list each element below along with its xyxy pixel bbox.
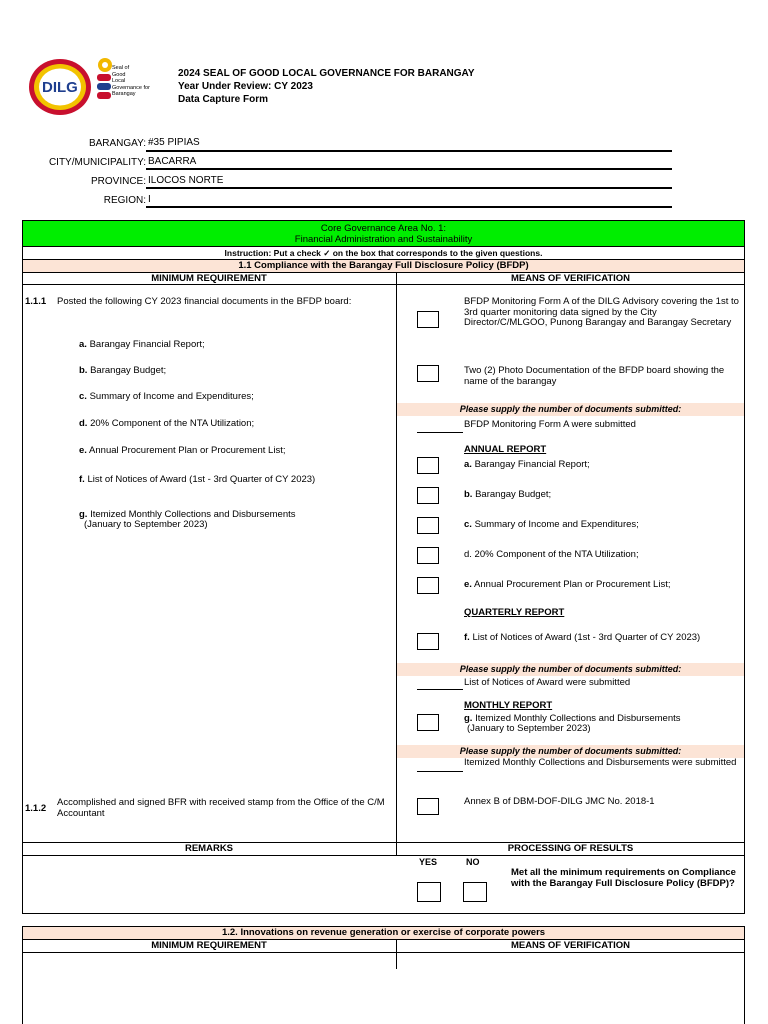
right-item-g-period: (January to September 2023) — [467, 723, 591, 734]
item-1-1-2-number: 1.1.2 — [25, 803, 47, 814]
section-1-2-col-min-req: MINIMUM REQUIREMENT — [151, 940, 267, 951]
year-under-review: Year Under Review: CY 2023 — [178, 81, 313, 92]
form-a-count-blank[interactable] — [417, 432, 463, 433]
mov-photo-text: Two (2) Photo Documentation of the BFDP board showing the name of the barangay — [464, 365, 725, 387]
item-1-1-2-text: Accomplished and signed BFR with received stamp from the Office of the C/M Accountant — [57, 797, 385, 819]
annual-d-checkbox[interactable] — [417, 547, 439, 564]
form-name: Data Capture Form — [178, 94, 269, 105]
monthly-report-heading: MONTHLY REPORT — [464, 700, 553, 711]
remarks-header: REMARKS — [184, 843, 234, 854]
sglg-logo-line: Good — [112, 71, 126, 78]
quarterly-f-checkbox[interactable] — [417, 633, 439, 650]
noa-submitted-label: List of Notices of Award were submitted — [464, 677, 631, 688]
right-item-c: c. Summary of Income and Expenditures; — [464, 519, 639, 530]
mov-form-a-text: BFDP Monitoring Form A of the DILG Advisory covering the 1st to 3rd quarter monitoring data signed by the City Director/C/MLGOO, Punong Barangay and Barangay Secretary — [464, 296, 739, 328]
right-item-e: e. Annual Procurement Plan or Procurement List; — [464, 579, 671, 590]
province-underline — [146, 187, 672, 189]
supply-note-1: Please supply the number of documents submitted: — [459, 404, 682, 414]
annex-b-text: Annex B of DBM-DOF-DILG JMC No. 2018-1 — [464, 796, 655, 807]
province-field[interactable]: ILOCOS NORTE — [148, 175, 224, 186]
noa-count-blank[interactable] — [417, 689, 463, 690]
barangay-field[interactable]: #35 PIPIAS — [148, 137, 200, 148]
annex-b-checkbox[interactable] — [417, 798, 439, 815]
col-header-min-req: MINIMUM REQUIREMENT — [151, 273, 267, 284]
item-1-1-1-number: 1.1.1 — [25, 296, 47, 307]
left-item-e: e. Annual Procurement Plan or Procurement List; — [79, 445, 286, 456]
left-item-b: b. Barangay Budget; — [79, 365, 167, 376]
annual-report-heading: ANNUAL REPORT — [464, 444, 547, 455]
quarterly-report-heading: QUARTERLY REPORT — [464, 607, 565, 618]
processing-header: PROCESSING OF RESULTS — [507, 843, 634, 854]
form-title: 2024 SEAL OF GOOD LOCAL GOVERNANCE FOR BARANGAY — [178, 68, 475, 79]
right-item-b: b. Barangay Budget; — [464, 489, 552, 500]
left-item-f: f. List of Notices of Award (1st - 3rd Quarter of CY 2023) — [79, 474, 316, 485]
left-item-a: a. Barangay Financial Report; — [79, 339, 205, 350]
left-item-g: g. Itemized Monthly Collections and Disbursements — [79, 509, 296, 520]
province-label: PROVINCE: — [90, 176, 146, 187]
barangay-label: BARANGAY: — [88, 138, 146, 149]
city-field[interactable]: BACARRA — [148, 156, 197, 167]
city-underline — [146, 168, 672, 170]
dilg-logo — [28, 58, 92, 116]
right-item-f: f. List of Notices of Award (1st - 3rd Quarter of CY 2023) — [464, 632, 701, 643]
imcd-count-blank[interactable] — [417, 771, 463, 772]
section-1-1-title: 1.1 Compliance with the Barangay Full Disclosure Policy (BFDP) — [23, 260, 744, 272]
region-label: REGION: — [103, 195, 146, 206]
section-1-2-title: 1.2. Innovations on revenue generation or exercise of corporate powers — [23, 927, 744, 939]
core-area-banner — [23, 221, 744, 246]
imcd-submitted-label: Itemized Monthly Collections and Disbursements were submitted — [464, 757, 737, 768]
supply-note-2: Please supply the number of documents submitted: — [459, 664, 682, 674]
right-item-g: g. Itemized Monthly Collections and Disbursements — [464, 713, 681, 724]
sglg-logo-line: Seal of — [112, 65, 130, 71]
annual-e-checkbox[interactable] — [417, 577, 439, 594]
region-field[interactable]: I — [148, 194, 151, 205]
item-1-1-1-text: Posted the following CY 2023 financial documents in the BFDP board: — [57, 296, 352, 307]
sglg-logo-line: Local — [112, 78, 126, 85]
form-a-submitted-label: BFDP Monitoring Form A were submitted — [464, 419, 636, 430]
left-item-g-period: (January to September 2023) — [84, 519, 208, 530]
left-item-c: c. Summary of Income and Expenditures; — [79, 391, 254, 402]
no-checkbox[interactable] — [463, 882, 487, 902]
remarks-field[interactable] — [24, 857, 394, 911]
annual-c-checkbox[interactable] — [417, 517, 439, 534]
sglg-logo — [94, 56, 164, 106]
mov-photo-checkbox[interactable] — [417, 365, 439, 382]
right-item-d: d. 20% Component of the NTA Utilization; — [464, 549, 639, 560]
mov-form-a-checkbox[interactable] — [417, 311, 439, 328]
region-underline — [146, 206, 672, 208]
monthly-g-checkbox[interactable] — [417, 714, 439, 731]
dilg-logo-text: DILG — [42, 79, 78, 96]
col-header-means: MEANS OF VERIFICATION — [510, 273, 631, 284]
no-label: NO — [466, 857, 480, 867]
supply-note-3: Please supply the number of documents submitted: — [459, 746, 682, 756]
yes-label: YES — [419, 857, 438, 867]
instruction: Instruction: Put a check ✓ on the box that corresponds to the given questions. — [224, 248, 543, 258]
core-area-subtitle: Financial Administration and Sustainability — [294, 233, 473, 245]
annual-b-checkbox[interactable] — [417, 487, 439, 504]
city-label: CITY/MUNICIPALITY: — [48, 157, 146, 168]
right-item-a: a. Barangay Financial Report; — [464, 459, 590, 470]
left-item-d: d. 20% Component of the NTA Utilization; — [79, 418, 255, 429]
sglg-logo-line: Barangay — [112, 91, 136, 98]
compliance-question: Met all the minimum requirements on Compliance with the Barangay Full Disclosure Policy (BFDP)? — [511, 867, 736, 889]
annual-a-checkbox[interactable] — [417, 457, 439, 474]
section-1-2-col-means: MEANS OF VERIFICATION — [510, 940, 631, 951]
core-area-title: Core Governance Area No. 1: — [320, 223, 447, 234]
sglg-logo-line: Governance for — [112, 84, 150, 91]
barangay-underline — [146, 150, 672, 152]
yes-checkbox[interactable] — [417, 882, 441, 902]
